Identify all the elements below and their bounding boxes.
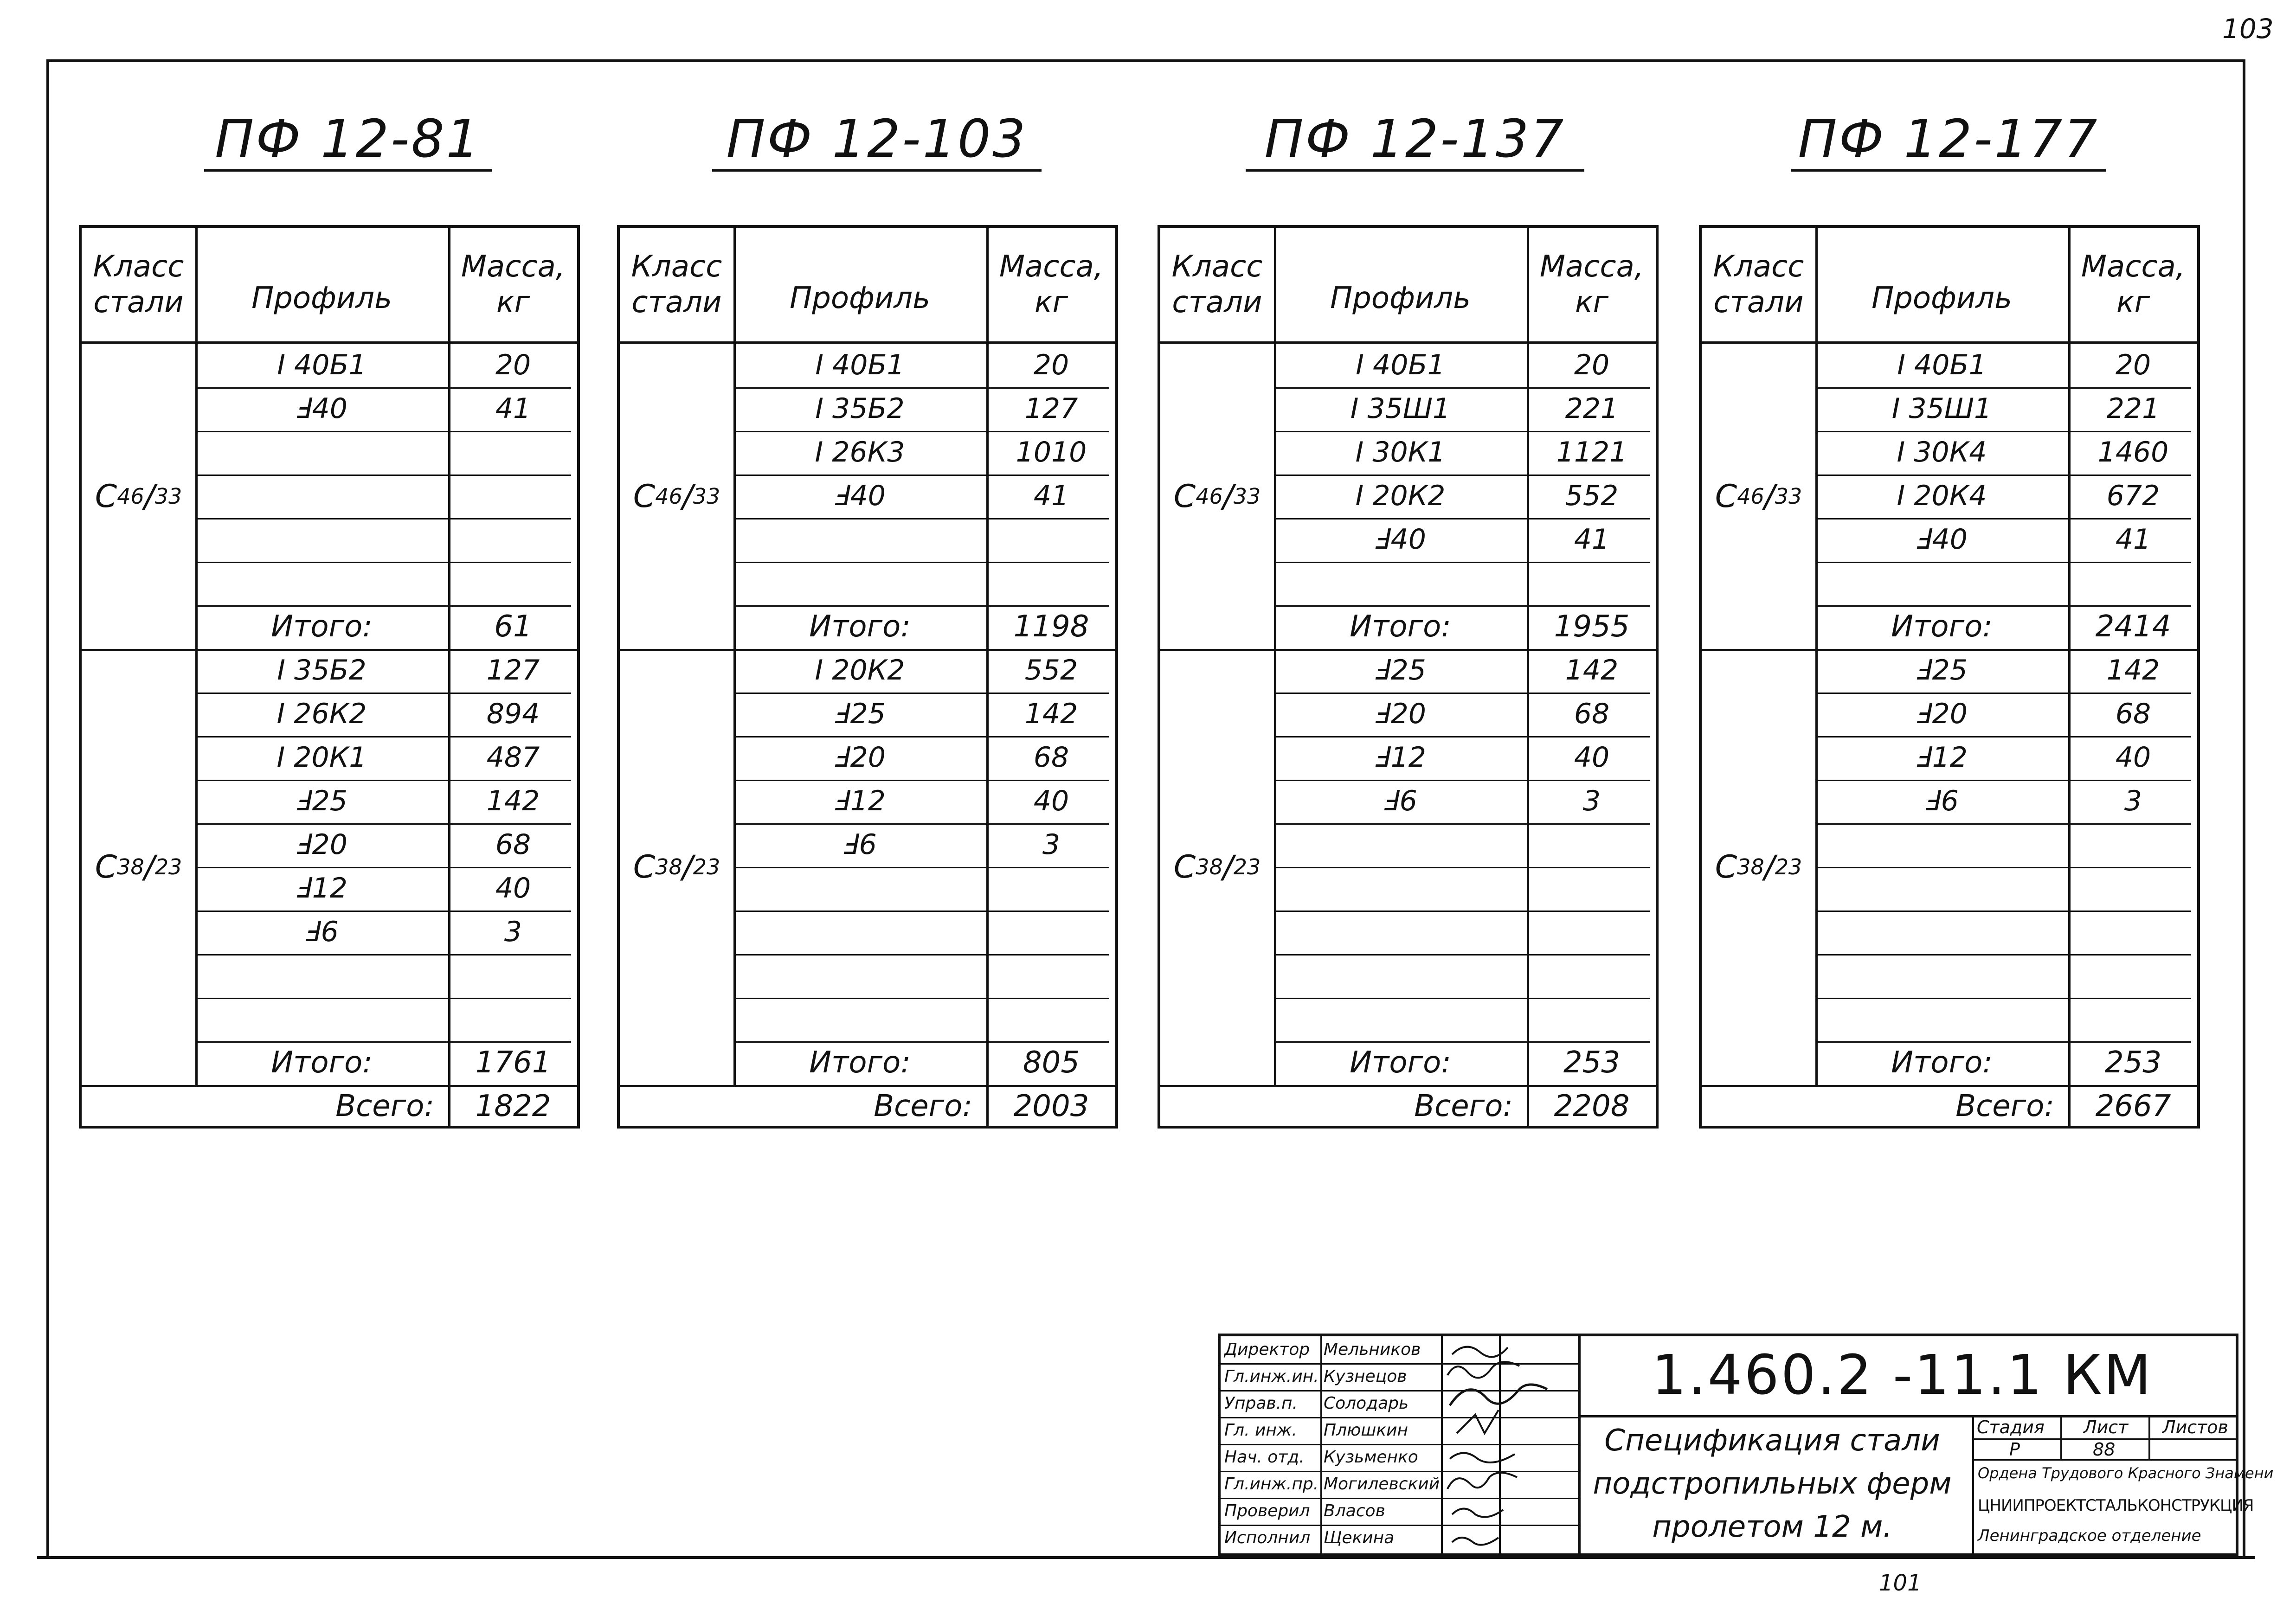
role-person: Щекина	[1324, 1528, 1395, 1547]
org-line-1: Ордена Трудового Красного Знамени	[1978, 1464, 2274, 1482]
mass-cell: 3	[2124, 785, 2142, 817]
mass-cell: 221	[1565, 392, 1619, 425]
steel-class-base: C	[633, 478, 656, 515]
role-person: Солодарь	[1324, 1394, 1409, 1413]
mass-cell: 142	[1024, 698, 1078, 730]
profile-cell: Ⅎ12	[296, 872, 347, 904]
mass-cell: 1121	[1556, 436, 1627, 468]
steel-class-base: C	[1715, 848, 1737, 885]
role-title: Исполнил	[1224, 1528, 1311, 1547]
header-mass: Масса, кг	[461, 249, 566, 320]
mass-cell: 68	[1033, 741, 1069, 774]
profile-cell: I 40Б1	[1897, 349, 1987, 381]
mass-cell: 3	[1042, 828, 1061, 861]
role-title: Управ.п.	[1224, 1394, 1298, 1413]
steel-class-sup: 46	[1196, 484, 1223, 509]
steel-class-sup: 46	[655, 484, 682, 509]
profile-cell: I 30К4	[1897, 436, 1987, 468]
spec-table	[1158, 225, 1659, 1129]
header-profile: Профиль	[1872, 281, 2012, 316]
mass-cell: 40	[495, 872, 531, 904]
steel-class-sub: 33	[1775, 484, 1802, 509]
role-title: Директор	[1224, 1340, 1310, 1359]
mass-cell: 20	[495, 349, 531, 381]
role-title: Гл.инж.ин.	[1224, 1367, 1319, 1386]
mass-cell: 20	[2115, 349, 2151, 381]
profile-cell: I 20К1	[277, 741, 367, 774]
role-title: Гл.инж.пр.	[1224, 1475, 1319, 1494]
profile-cell: I 35Б2	[277, 654, 367, 686]
mass-cell: 68	[1574, 698, 1610, 730]
profile-cell: Ⅎ25	[1375, 654, 1426, 686]
steel-class-sub: 23	[1233, 854, 1261, 879]
spec-table	[79, 225, 580, 1129]
role-person: Мельников	[1324, 1340, 1421, 1359]
grand-total-label: Всего:	[1955, 1089, 2054, 1123]
profile-cell: Ⅎ25	[834, 698, 886, 730]
header-profile: Профиль	[251, 281, 392, 316]
profile-cell: I 30К1	[1355, 436, 1446, 468]
mass-cell: 142	[486, 785, 540, 817]
bottom-page-number: 101	[1879, 1570, 1922, 1596]
profile-cell: Ⅎ6	[1925, 785, 1959, 817]
mass-cell: 552	[1565, 480, 1619, 512]
mass-cell: 68	[495, 828, 531, 861]
steel-class: C 46 / 33	[633, 478, 720, 515]
steel-class-base: C	[95, 478, 117, 515]
role-person: Кузнецов	[1324, 1367, 1407, 1386]
profile-cell: I 20К2	[815, 654, 905, 686]
subtotal-label: Итого:	[271, 609, 373, 644]
mass-cell: 142	[2106, 654, 2160, 686]
profile-cell: Ⅎ20	[1916, 698, 1968, 730]
mass-cell: 41	[2115, 523, 2151, 556]
steel-class: C 38 / 23	[1715, 848, 1802, 885]
profile-cell: Ⅎ6	[843, 828, 877, 861]
profile-cell: I 35Ш1	[1891, 392, 1992, 425]
role-title: Нач. отд.	[1224, 1448, 1305, 1467]
steel-class-sub: 23	[1775, 854, 1802, 879]
grand-total-value: 2667	[2095, 1089, 2171, 1123]
spec-title: ПФ 12-137	[1246, 109, 1584, 172]
sheets-label: Листов	[2162, 1417, 2228, 1437]
stage-label: Стадия	[1977, 1417, 2045, 1437]
steel-class: C 38 / 23	[95, 848, 182, 885]
grand-total-label: Всего:	[1414, 1089, 1513, 1123]
role-title: Проверил	[1224, 1501, 1310, 1520]
profile-cell: I 26К3	[815, 436, 905, 468]
sheet-value: 88	[2093, 1439, 2116, 1460]
header-mass: Масса, кг	[999, 249, 1104, 320]
steel-class-base: C	[1173, 478, 1196, 515]
mass-cell: 221	[2106, 392, 2160, 425]
mass-cell: 20	[1574, 349, 1610, 381]
profile-cell: Ⅎ20	[1375, 698, 1426, 730]
steel-class-sub: 33	[154, 484, 182, 509]
sheet-label: Лист	[2084, 1417, 2129, 1437]
signatures	[1443, 1336, 1559, 1554]
subtotal-label: Итого:	[809, 609, 911, 644]
spec-table	[617, 225, 1118, 1129]
profile-cell: Ⅎ6	[305, 916, 339, 948]
steel-class-sup: 38	[117, 854, 144, 879]
header-mass: Масса, кг	[2081, 249, 2186, 320]
mass-cell: 40	[1033, 785, 1069, 817]
steel-class-base: C	[95, 848, 117, 885]
subtotal-value: 253	[2104, 1045, 2162, 1080]
profile-cell: Ⅎ40	[1375, 523, 1426, 556]
profile-cell: Ⅎ25	[296, 785, 347, 817]
profile-cell: Ⅎ40	[296, 392, 347, 425]
header-class: Класс стали	[1713, 249, 1804, 320]
profile-cell: I 40Б1	[277, 349, 367, 381]
header-class: Класс стали	[93, 249, 184, 320]
profile-cell: Ⅎ20	[834, 741, 886, 774]
frame-bottom-line	[37, 1556, 2255, 1559]
role-person: Кузьменко	[1324, 1448, 1418, 1467]
corner-page-number: 103	[2222, 13, 2274, 45]
steel-class-base: C	[1173, 848, 1196, 885]
org-line-2: ЦНИИПРОЕКТСТАЛЬКОНСТРУКЦИЯ	[1978, 1496, 2254, 1515]
spec-title: ПФ 12-103	[712, 109, 1042, 172]
spec-title: ПФ 12-177	[1791, 109, 2106, 172]
mass-cell: 127	[486, 654, 540, 686]
profile-cell: Ⅎ40	[1916, 523, 1968, 556]
mass-cell: 40	[2115, 741, 2151, 774]
role-person: Плюшкин	[1324, 1421, 1408, 1440]
header-profile: Профиль	[790, 281, 930, 316]
steel-class-sup: 38	[1196, 854, 1223, 879]
grand-total-value: 2208	[1554, 1089, 1630, 1123]
profile-cell: I 20К2	[1355, 480, 1446, 512]
steel-class: C 46 / 33	[95, 478, 182, 515]
subtotal-label: Итого:	[1891, 609, 1993, 644]
subtotal-value: 1955	[1554, 609, 1630, 644]
stage-value: Р	[2009, 1439, 2020, 1460]
spec-table	[1699, 225, 2200, 1129]
profile-cell: I 35Ш1	[1350, 392, 1451, 425]
steel-class-sub: 23	[693, 854, 720, 879]
spec-title: ПФ 12-81	[204, 109, 492, 172]
profile-cell: I 35Б2	[815, 392, 905, 425]
subtotal-value: 253	[1563, 1045, 1621, 1080]
steel-class-sub: 23	[154, 854, 182, 879]
steel-class-sup: 46	[1737, 484, 1764, 509]
header-profile: Профиль	[1330, 281, 1471, 316]
mass-cell: 1010	[1016, 436, 1087, 468]
steel-class: C 46 / 33	[1715, 478, 1802, 515]
profile-cell: Ⅎ6	[1383, 785, 1417, 817]
steel-class-base: C	[633, 848, 656, 885]
mass-cell: 41	[495, 392, 531, 425]
subtotal-value: 2414	[2095, 609, 2171, 644]
grand-total-label: Всего:	[335, 1089, 434, 1123]
steel-class-sub: 33	[1233, 484, 1261, 509]
header-class: Класс стали	[631, 249, 722, 320]
profile-cell: Ⅎ40	[834, 480, 886, 512]
steel-class: C 38 / 23	[1173, 848, 1261, 885]
subtotal-label: Итого:	[809, 1045, 911, 1080]
header-mass: Масса, кг	[1539, 249, 1644, 320]
mass-cell: 672	[2106, 480, 2160, 512]
profile-cell: I 26К2	[277, 698, 367, 730]
drawing-subject: Спецификация стали подстропильных ферм пролетом 12 м.	[1593, 1424, 1952, 1544]
steel-class-sup: 38	[1737, 854, 1764, 879]
mass-cell: 20	[1033, 349, 1069, 381]
profile-cell: Ⅎ20	[296, 828, 347, 861]
mass-cell: 41	[1033, 480, 1069, 512]
profile-cell: I 40Б1	[1356, 349, 1445, 381]
profile-cell: I 40Б1	[815, 349, 905, 381]
mass-cell: 142	[1565, 654, 1619, 686]
steel-class-sub: 33	[693, 484, 720, 509]
subtotal-label: Итого:	[1350, 1045, 1451, 1080]
role-title: Гл. инж.	[1224, 1421, 1297, 1440]
steel-class: C 46 / 33	[1173, 478, 1261, 515]
role-person: Могилевский	[1324, 1475, 1440, 1494]
mass-cell: 487	[486, 741, 540, 774]
grand-total-value: 1822	[475, 1089, 551, 1123]
mass-cell: 127	[1024, 392, 1078, 425]
steel-class: C 38 / 23	[633, 848, 720, 885]
mass-cell: 3	[1582, 785, 1601, 817]
mass-cell: 68	[2115, 698, 2151, 730]
grand-total-label: Всего:	[874, 1089, 972, 1123]
profile-cell: Ⅎ25	[1916, 654, 1968, 686]
profile-cell: Ⅎ12	[1375, 741, 1426, 774]
steel-class-sup: 38	[655, 854, 682, 879]
subtotal-value: 61	[494, 609, 532, 644]
org-line-3: Ленинградское отделение	[1978, 1526, 2201, 1545]
steel-class-sup: 46	[117, 484, 144, 509]
role-person: Власов	[1324, 1501, 1385, 1520]
mass-cell: 894	[486, 698, 540, 730]
subtotal-label: Итого:	[1891, 1045, 1993, 1080]
mass-cell: 552	[1024, 654, 1078, 686]
profile-cell: Ⅎ12	[1916, 741, 1968, 774]
profile-cell: I 20К4	[1897, 480, 1987, 512]
subtotal-label: Итого:	[1350, 609, 1451, 644]
subtotal-value: 1198	[1013, 609, 1089, 644]
subtotal-label: Итого:	[271, 1045, 373, 1080]
grand-total-value: 2003	[1013, 1089, 1089, 1123]
subtotal-value: 805	[1023, 1045, 1080, 1080]
mass-cell: 41	[1574, 523, 1610, 556]
steel-class-base: C	[1715, 478, 1737, 515]
profile-cell: Ⅎ12	[834, 785, 886, 817]
mass-cell: 40	[1574, 741, 1610, 774]
mass-cell: 1460	[2097, 436, 2169, 468]
subtotal-value: 1761	[475, 1045, 551, 1080]
header-class: Класс стали	[1171, 249, 1263, 320]
mass-cell: 3	[504, 916, 522, 948]
